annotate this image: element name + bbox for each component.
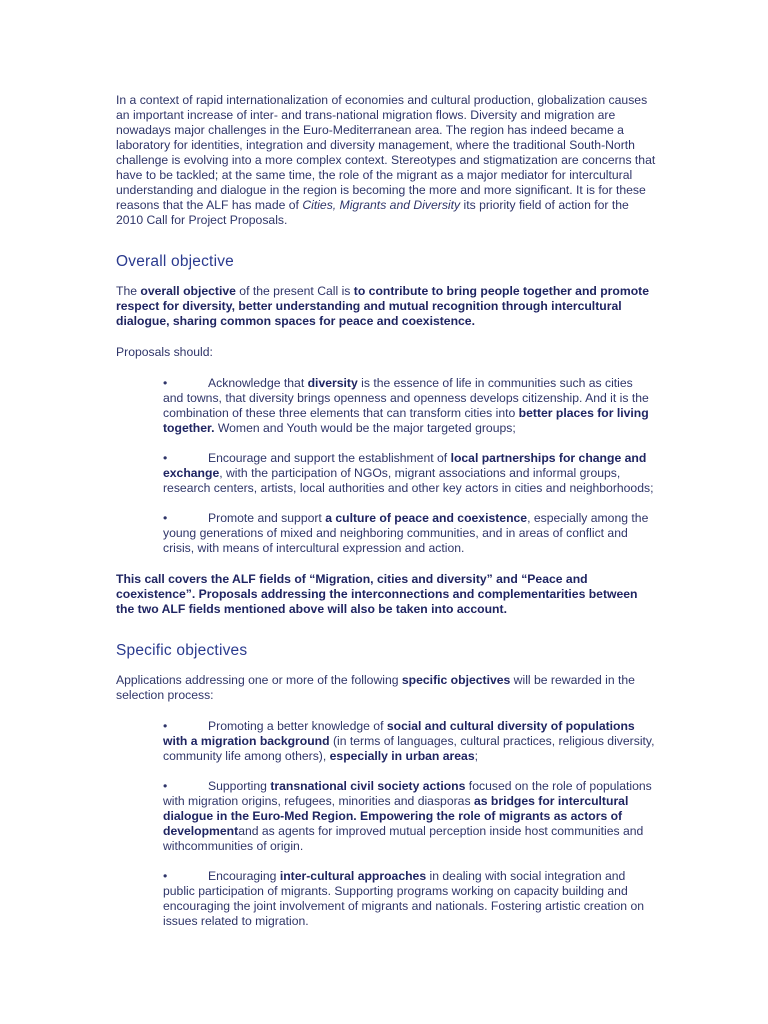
document-content [116, 93, 656, 929]
list-item: • Promote and support a culture of peace and coexistence, especially among the young generations of mixed and neighboring communities, and in areas of conflict and crisis, with means of intercultural expression and action. [163, 511, 649, 555]
list-item: • Encourage and support the establishment of local partnerships for change and exchange, with the participation of NGOs, migrant associations and informal groups, research centers, artists, local authorities and other key actors in cities and neighborhoods; [163, 451, 654, 495]
proposals-list [116, 376, 656, 556]
bullet-icon: • [163, 779, 168, 793]
bullet-icon: • [163, 869, 168, 883]
bullet-icon: • [163, 511, 168, 525]
bullet-icon: • [163, 451, 168, 465]
list-item: • Promoting a better knowledge of social and cultural diversity of populations with a migration background (in terms of languages, cultural practices, religious diversity, community life among others), especially in urban areas; [163, 719, 655, 763]
intro-paragraph: In a context of rapid internationalization of economies and cultural production, globalization causes an important increase of inter- and trans-national migration flows. Diversity and migration are nowadays major challenges in the Euro-Mediterranean area. The region has indeed became a laboratory for identities, integration and diversity management, where the traditional South-North challenge is evolving into a more complex context. Stereotypes and stigmatization are concerns that have to be tackled; at the same time, the role of the migrant as a major mediator for intercultural understanding and dialogue in the region is becoming the more and more significant. It is for these reasons that the ALF has made of Cities, Migrants and Diversity its priority field of action for the 2010 Call for Project Proposals. [116, 93, 656, 227]
specific-objectives-list [116, 719, 656, 929]
alf-fields-paragraph: This call covers the ALF fields of “Migration, cities and diversity” and “Peace and coexistence”. Proposals addressing the interconnections and complementarities between the two ALF fields mentioned above will also be taken into account. [116, 572, 638, 616]
specific-objectives-heading: Specific objectives [116, 642, 248, 659]
bullet-icon: • [163, 719, 168, 733]
overall-objective-heading: Overall objective [116, 253, 234, 270]
list-item: • Supporting transnational civil society actions focused on the role of populations with migration origins, refugees, minorities and diasporas as bridges for intercultural dialogue in the Euro-Med Region. Empowering the role of migrants as actors of developmentand as agents for improved mutual perception inside host communities and withcommunities of origin. [163, 779, 652, 853]
specific-objectives-paragraph: Applications addressing one or more of the following specific objectives will be rewarded in the selection process: [116, 673, 635, 702]
overall-objective-paragraph: The overall objective of the present Call is to contribute to bring people together and promote respect for diversity, better understanding and mutual recognition through intercultural dialogue, sharing common spaces for peace and coexistence. [116, 284, 649, 328]
list-item: • Acknowledge that diversity is the essence of life in communities such as cities and towns, that diversity brings openness and openness develops citizenship. And it is the combination of these three elements that can transform cities into better places for living together. Women and Youth would be the major targeted groups; [163, 376, 649, 435]
proposals-should-label: Proposals should: [116, 345, 213, 359]
list-item: • Encouraging inter-cultural approaches in dealing with social integration and public participation of migrants. Supporting programs working on capacity building and encouraging the joint involvement of migrants and nationals. Fostering artistic creation on issues related to migration. [163, 869, 644, 928]
bullet-icon: • [163, 376, 168, 390]
